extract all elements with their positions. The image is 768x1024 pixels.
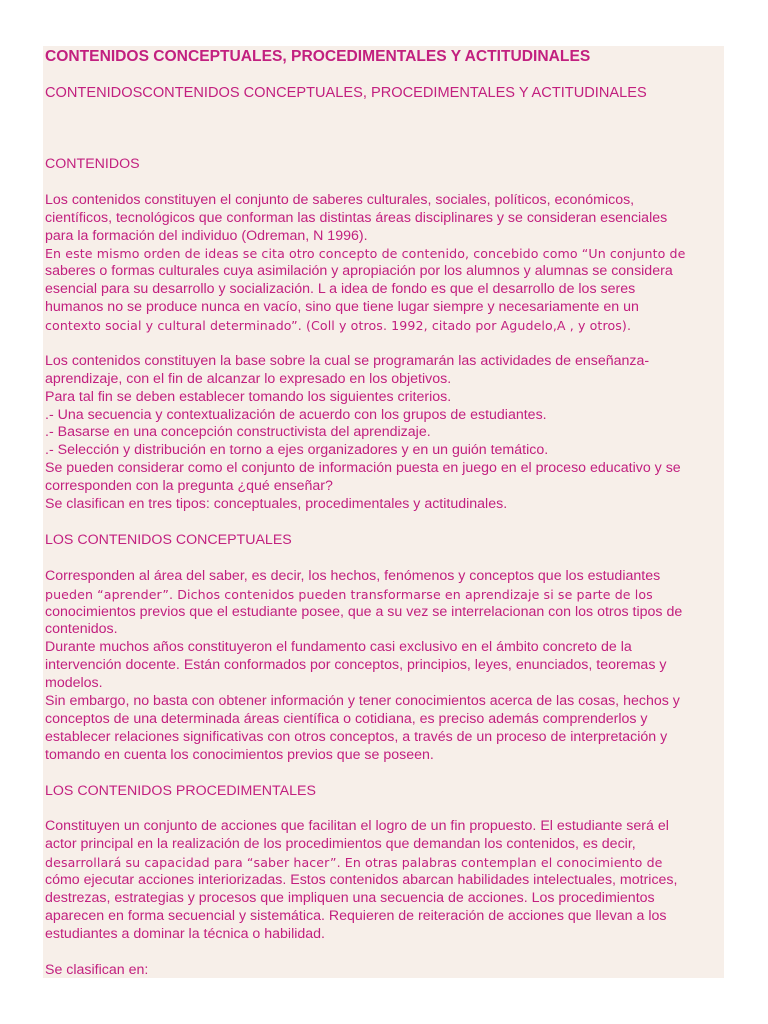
paragraph-contenidos-3: Los contenidos constituyen la base sobre la cual se programarán las actividades de enseñanza- aprendizaje, con el fin de alcanzar lo expresado en los objetivos. Para tal fin se deben establecer tomando los siguientes criterios. .- Una secuencia y contextualización de acuerdo con los grupos de estudiantes. .- Basarse en una concepción constructivista del aprendizaje. .- Selección y distribución en torno a ejes organizadores y en un guión temático. Se pueden considerar como el conjunto de información puesta en juego en el proceso educativo y se corresponden con la pregunta ¿qué enseñar? Se clasifican en tres tipos: conceptuales, procedimentales y actitudinales.: [45, 352, 681, 513]
spacer: [45, 800, 724, 818]
spacer: [45, 944, 724, 962]
spacer: [45, 765, 724, 783]
paragraph-contenidos-2-last: contexto social y cultural determinado”. (Coll y otros. 1992, citado por Agudelo,A , y otros).: [45, 318, 632, 334]
document-content: [43, 48, 724, 978]
spacer: [45, 174, 724, 192]
spacer: [45, 514, 724, 532]
paragraph-conceptuales-line1: Corresponden al área del saber, es decir, los hechos, fenómenos y conceptos que los estudiantes: [45, 567, 661, 584]
heading-procedimentales: LOS CONTENIDOS PROCEDIMENTALES: [45, 782, 316, 799]
paragraph-conceptuales-line2: pueden “aprender”. Dichos contenidos pueden transformarse en aprendizaje si se parte de los: [45, 586, 653, 602]
document-subtitle: CONTENIDOSCONTENIDOS CONCEPTUALES, PROCEDIMENTALES Y ACTITUDINALES: [45, 85, 647, 101]
paragraph-contenidos-1: Los contenidos constituyen el conjunto de saberes culturales, sociales, políticos, económicos, científicos, tecnológicos que conforman las distintas áreas disciplinares y se consideran esenciales para la formación del individuo (Odreman, N 1996).: [45, 191, 668, 244]
spacer: [45, 335, 724, 353]
heading-conceptuales: LOS CONTENIDOS CONCEPTUALES: [45, 531, 292, 548]
document-page: [43, 46, 724, 978]
heading-contenidos: CONTENIDOS: [45, 155, 140, 172]
paragraph-procedimentales-first: Constituyen un conjunto de acciones que facilitan el logro de un fin propuesto. El estudiante será el actor principal en la realización de los procedimientos que demandan los contenidos, es decir,: [45, 818, 669, 853]
paragraph-conceptuales: conocimientos previos que el estudiante posee, que a su vez se interrelacionan con los otros tipos de contenidos. Durante muchos años constituyeron el fundamento casi exclusivo en el ámbito concreto de la intervención docente. Están conformados por conceptos, principios, leyes, enunciados, teoremas y modelos. Sin embargo, no basta con obtener información y tener conocimientos acerca de las cosas, hechos y conceptos de una determinada áreas científica o cotidiana, es preciso además comprenderlos y establecer relaciones significativas con otros conceptos, a través de un proceso de interpretación y tomando en cuenta los conocimientos previos que se poseen.: [45, 603, 683, 763]
paragraph-contenidos-2-line1: En este mismo orden de ideas se cita otro concepto de contenido, concebido como “Un conjunto de: [45, 246, 686, 262]
paragraph-se-clasifican: Se clasifican en:: [45, 961, 149, 978]
document-title: CONTENIDOS CONCEPTUALES, PROCEDIMENTALES Y ACTITUDINALES: [45, 48, 591, 65]
paragraph-procedimentales-alt: desarrollará su capacidad para “saber hacer”. En otras palabras contemplan el conocimiento de: [45, 855, 663, 871]
paragraph-procedimentales: cómo ejecutar acciones interiorizadas. Estos contenidos abarcan habilidades intelectuales, motrices, destrezas, estrategias y procesos que impliquen una secuencia de acciones. Los procedimientos aparecen en forma secuencial y sistemática. Requieren de reiteración de acciones que llevan a los estudiantes a dominar la técnica o habilidad.: [45, 872, 678, 942]
paragraph-contenidos-2: saberes o formas culturales cuya asimilación y apropiación por los alumnos y alumnas se considera esencial para su desarrollo y socialización. L a idea de fondo es que el desarrollo de los seres humanos no se produce nunca en vacío, sino que tiene lugar siempre y necesariamente en un: [45, 263, 673, 316]
spacer: [45, 550, 724, 568]
